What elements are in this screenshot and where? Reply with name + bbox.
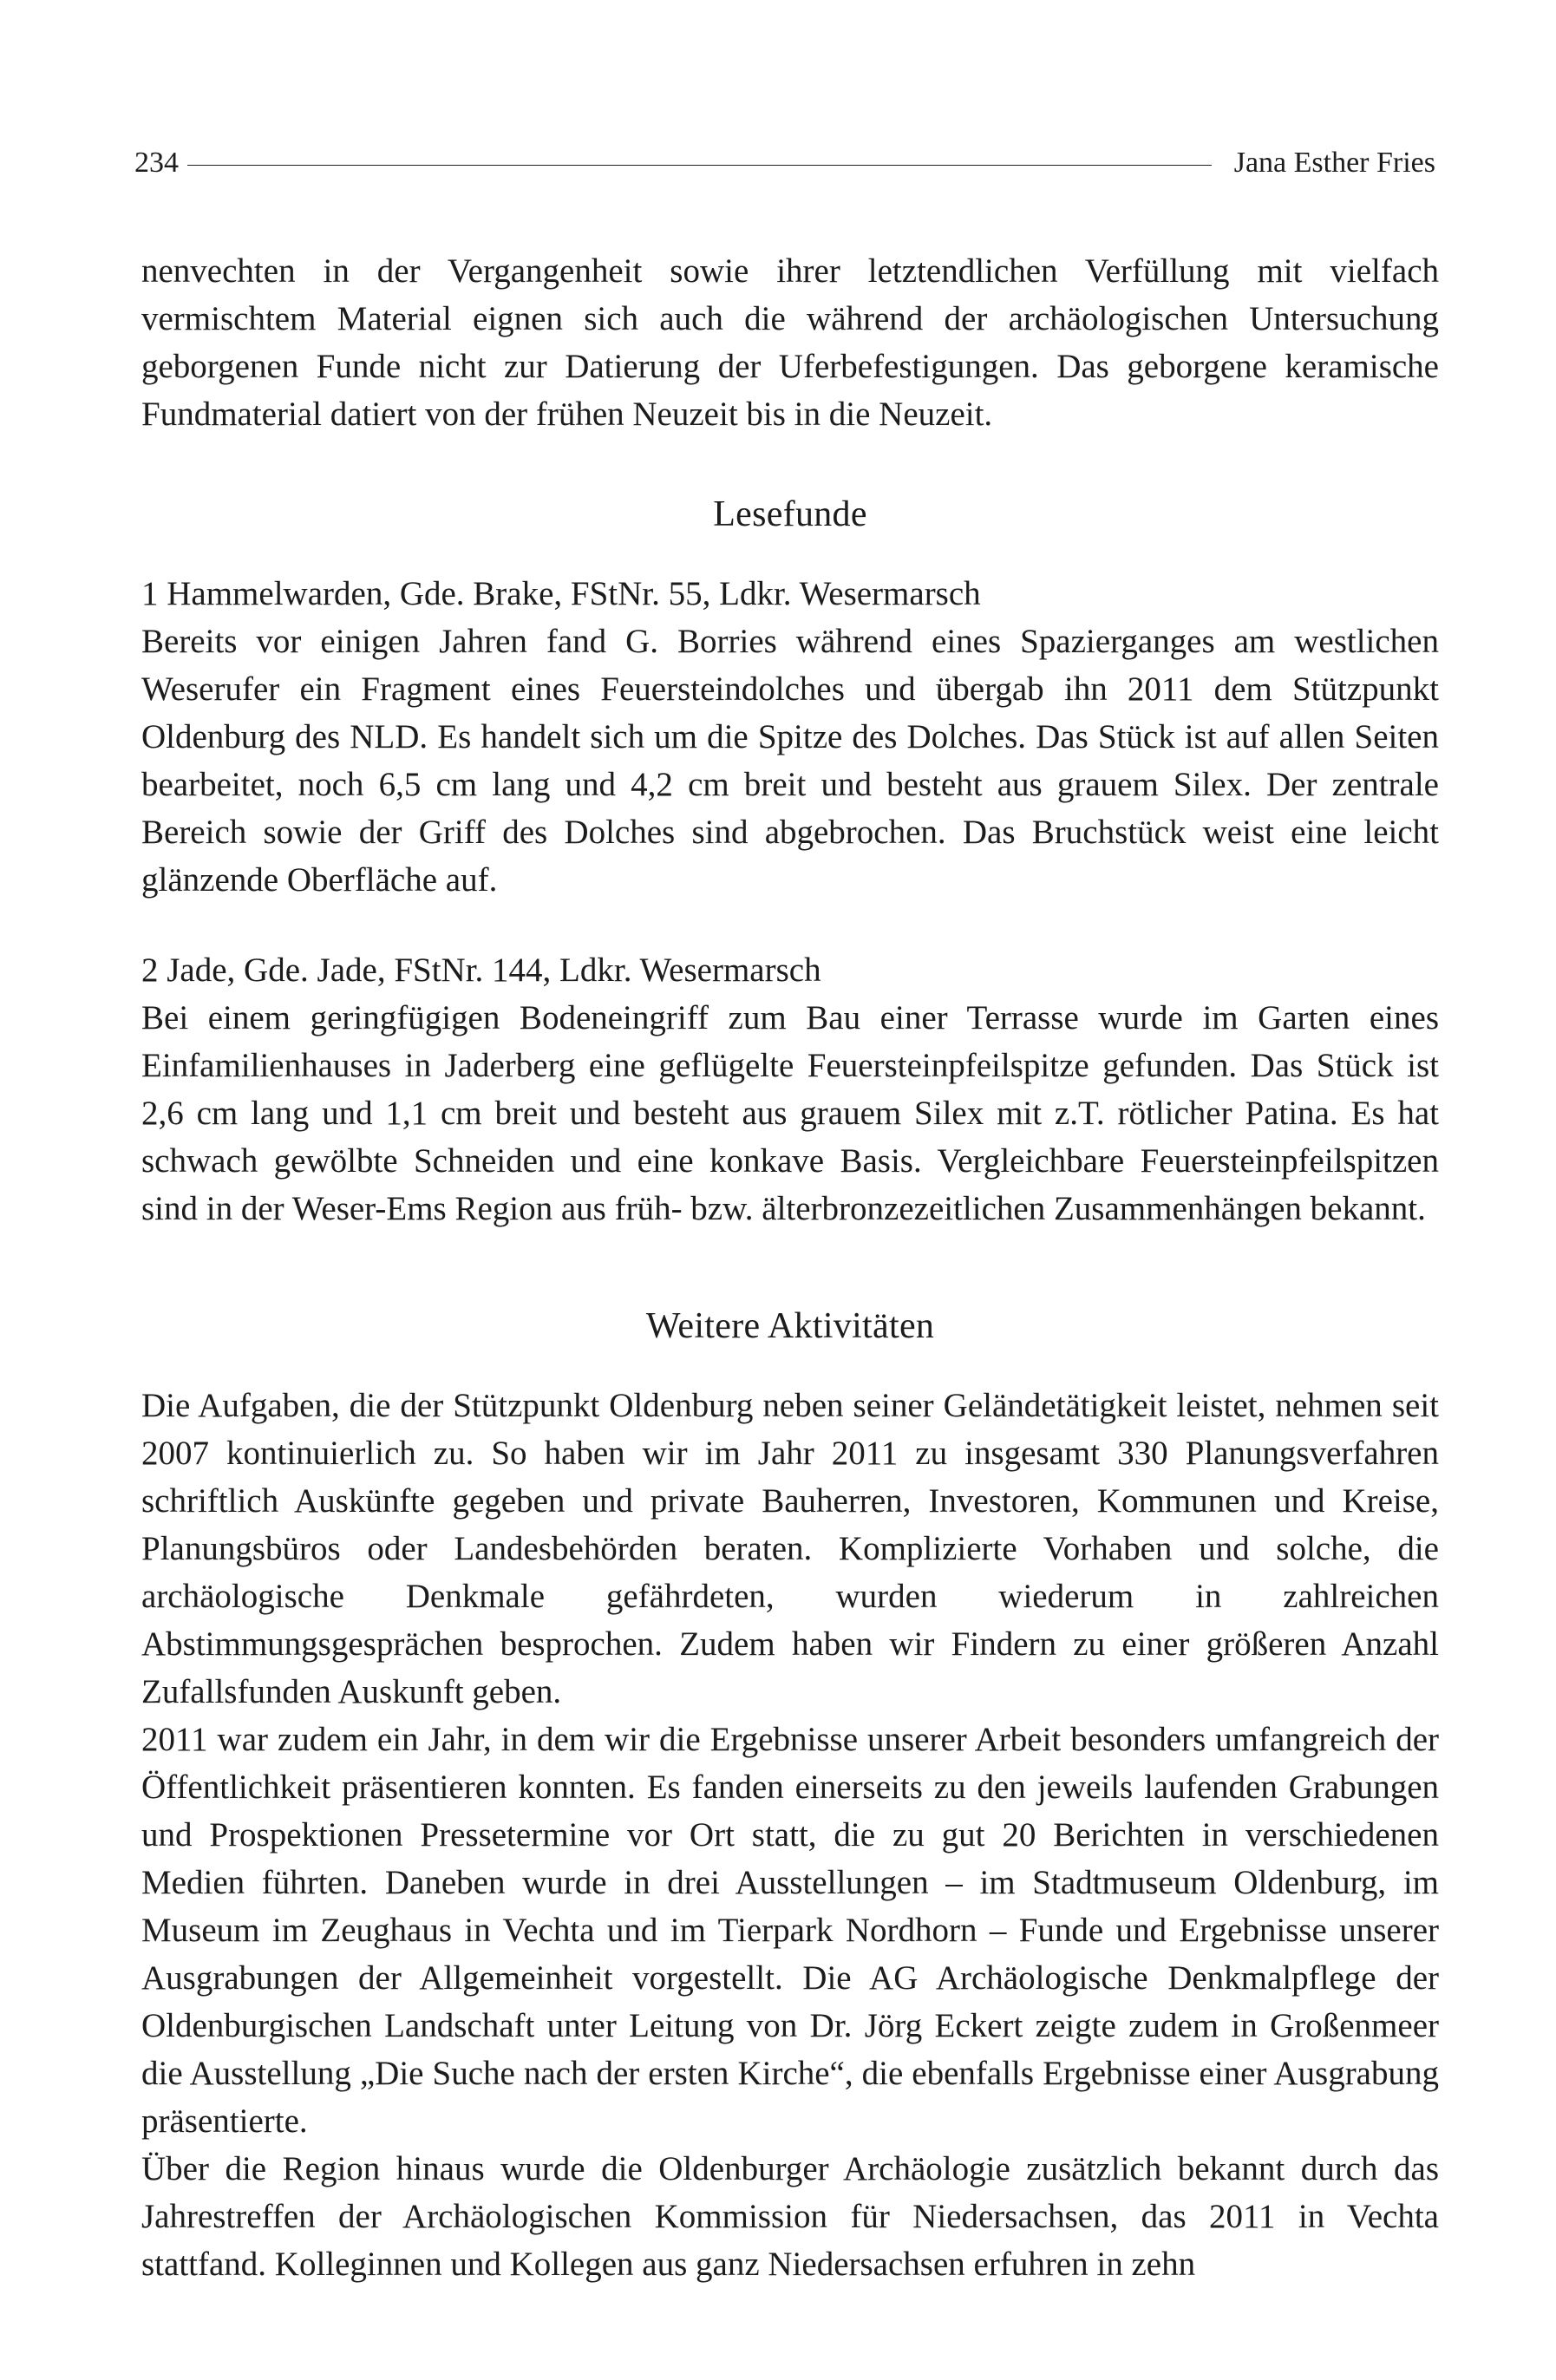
find-entry [141,946,1439,1232]
body-paragraph: Über die Region hinaus wurde die Oldenburger Archäologie zusätzlich bekannt durch das Jahrestreffen der Archäologischen Kommission für Niedersachsen, das 2011 in Vechta stattfand. Kolleginnen und Kollegen aus ganz Niedersachsen erfuhren in zehn [141,2150,1439,2283]
find-entry-heading: 2 Jade, Gde. Jade, FStNr. 144, Ldkr. Wesermarsch [141,951,821,989]
running-author: Jana Esther Fries [1233,147,1435,179]
header-rule [187,165,1212,166]
running-header [134,137,1435,189]
intro-paragraph: nenvechten in der Vergangenheit sowie ihrer letztendlichen Verfüllung mit vielfach vermischtem Material eignen sich auch die während der archäologischen Untersuchung geborgenen Funde nicht zur Datierung der Uferbefestigungen. Das geborgene keramische Fundmaterial datiert von der frühen Neuzeit bis in die Neuzeit. [141,252,1439,433]
section-title-lesefunde: Lesefunde [713,494,867,534]
section-title-weitere-aktivitaeten: Weitere Aktivitäten [645,1306,935,1346]
body-paragraph: 2011 war zudem ein Jahr, in dem wir die Ergebnisse unserer Arbeit besonders umfangreich der Öffentlichkeit präsentieren konnten. Es fanden einerseits zu den jeweils laufenden Grabungen und Prospektionen Pressetermine vor Ort statt, die zu gut 20 Berichten in verschiedenen Medien führten. Daneben wurde in drei Ausstellungen – im Stadtmuseum Oldenburg, im Museum im Zeughaus in Vechta und im Tierpark Nordhorn – Funde und Ergebnisse unserer Ausgrabungen der Allgemeinheit vorgestellt. Die AG Archäologische Denkmalpflege der Oldenburgischen Landschaft unter Leitung von Dr. Jörg Eckert zeigte zudem in Großenmeer die Ausstellung „Die Suche nach der ersten Kirche“, die ebenfalls Ergebnisse einer Ausgrabung präsentierte. [141,1721,1439,2140]
page-number: 234 [134,147,179,179]
find-entry [141,570,1439,904]
page-body [141,247,1439,2288]
body-paragraph: Die Aufgaben, die der Stützpunkt Oldenburg neben seiner Geländetätigkeit leistet, nehmen seit 2007 kontinuierlich zu. So haben wir im Jahr 2011 zu insgesamt 330 Planungsverfahren schriftlich Auskünfte gegeben und private Bauherren, Investoren, Kommunen und Kreise, Planungsbüros oder Landesbehörden beraten. Komplizierte Vorhaben und solche, die archäologische Denkmale gefährdeten, wurden wiederum in zahlreichen Abstimmungsgesprächen besprochen. Zudem haben wir Findern zu einer größeren Anzahl Zufallsfunden Auskunft geben. [141,1387,1439,1710]
find-entry-text: Bei einem geringfügigen Bodeneingriff zum Bau einer Terrasse wurde im Garten eines Einfamilienhauses in Jaderberg eine geflügelte Feuersteinpfeilspitze gefunden. Das Stück ist 2,6 cm lang und 1,1 cm breit und besteht aus grauem Silex mit z.T. rötlicher Patina. Es hat schwach gewölbte Schneiden und eine konkave Basis. Vergleichbare Feuersteinpfeilspitzen sind in der Weser-Ems Region aus früh- bzw. älterbronzezeitlichen Zusammenhängen bekannt. [141,999,1439,1227]
find-entry-heading: 1 Hammelwarden, Gde. Brake, FStNr. 55, Ldkr. Wesermarsch [141,575,981,612]
find-entry-text: Bereits vor einigen Jahren fand G. Borries während eines Spazierganges am westlichen Weserufer ein Fragment eines Feuersteindolches und übergab ihn 2011 dem Stützpunkt Oldenburg des NLD. Es handelt sich um die Spitze des Dolches. Das Stück ist auf allen Seiten bearbeitet, noch 6,5 cm lang und 4,2 cm breit und besteht aus grauem Silex. Der zentrale Bereich sowie der Griff des Dolches sind abgebrochen. Das Bruchstück weist eine leicht glänzende Oberfläche auf. [141,623,1439,899]
